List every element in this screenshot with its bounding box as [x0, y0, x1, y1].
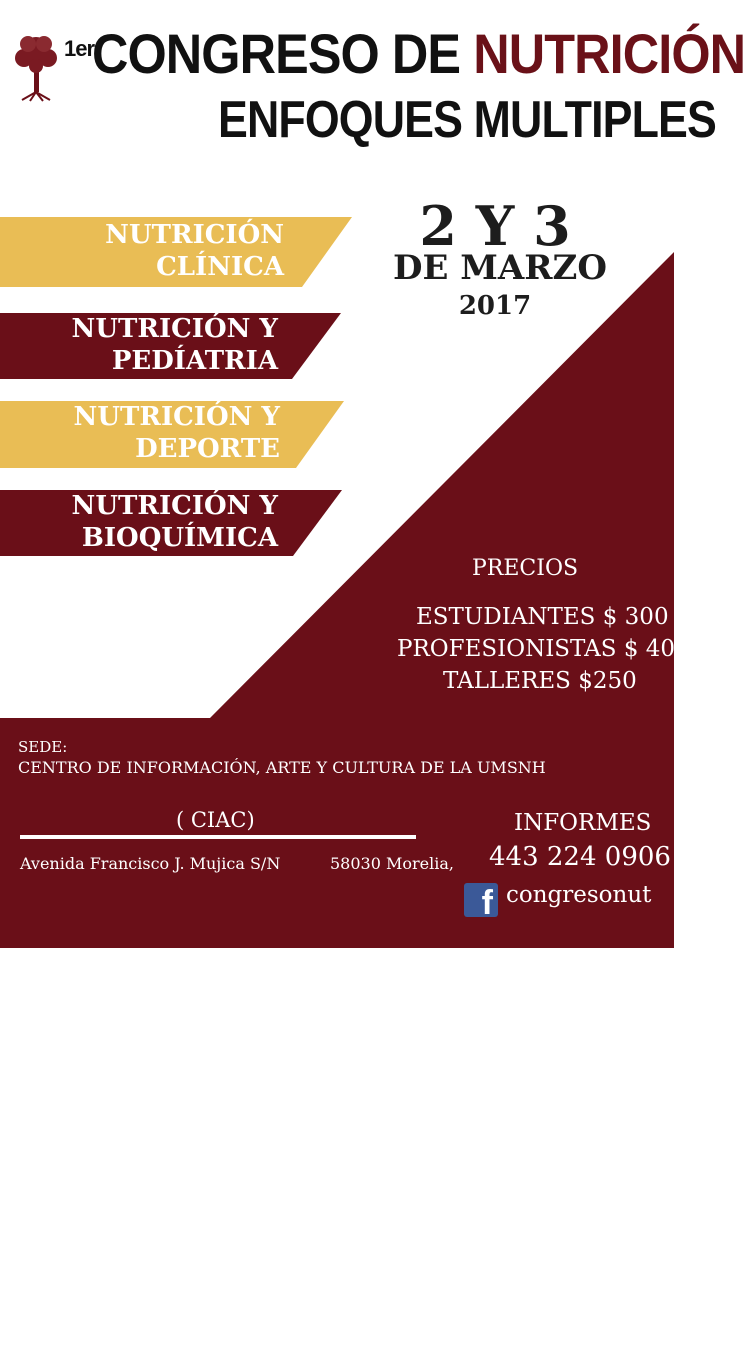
track-4-label	[40, 490, 278, 554]
track-3-line-2: DEPORTE	[135, 434, 280, 464]
title-accent: NUTRICIÓN	[473, 22, 745, 85]
tree-logo-icon	[15, 36, 57, 101]
facebook-handle: congresonut	[506, 882, 652, 908]
contact-heading: INFORMES	[514, 810, 652, 836]
facebook-icon: f	[464, 883, 498, 917]
event-days: 2 Y 3	[419, 194, 571, 258]
prices-heading: PRECIOS	[472, 556, 579, 581]
page-subtitle: ENFOQUES MULTIPLES	[218, 91, 716, 149]
event-year: 2017	[458, 291, 532, 321]
contact-phone: 443 224 0906	[489, 842, 671, 872]
page-title	[92, 22, 745, 86]
venue-acronym: ( CIAC)	[176, 808, 255, 832]
edition-superscript: 1er	[64, 36, 95, 61]
venue-address: Avenida Francisco J. Mujica S/N	[20, 854, 281, 873]
track-3-label	[40, 401, 280, 465]
venue-label: SEDE:	[18, 738, 68, 756]
track-1-line-1: NUTRICIÓN	[105, 220, 284, 250]
venue-name: CENTRO DE INFORMACIÓN, ARTE Y CULTURA DE LA UMSNH	[18, 758, 546, 777]
price-professionals: PROFESIONISTAS $ 400	[397, 636, 690, 662]
track-1-label	[40, 219, 284, 283]
track-2-line-2: PEDÍATRIA	[111, 346, 278, 376]
track-2-line-1: NUTRICIÓN Y	[71, 314, 278, 344]
divider-line	[20, 835, 416, 839]
track-4-line-2: BIOQUÍMICA	[81, 523, 278, 553]
track-3-line-1: NUTRICIÓN Y	[73, 402, 280, 432]
venue-zip-city: 58030 Morelia,	[330, 854, 454, 873]
event-month: DE MARZO	[393, 248, 607, 288]
track-4-line-1: NUTRICIÓN Y	[71, 491, 278, 521]
price-workshops: TALLERES $250	[443, 668, 637, 694]
title-part-1: CONGRESO DE	[92, 22, 474, 85]
track-1-line-2: CLÍNICA	[156, 252, 284, 282]
price-students: ESTUDIANTES $ 300	[416, 604, 669, 630]
track-2-label	[40, 313, 278, 377]
